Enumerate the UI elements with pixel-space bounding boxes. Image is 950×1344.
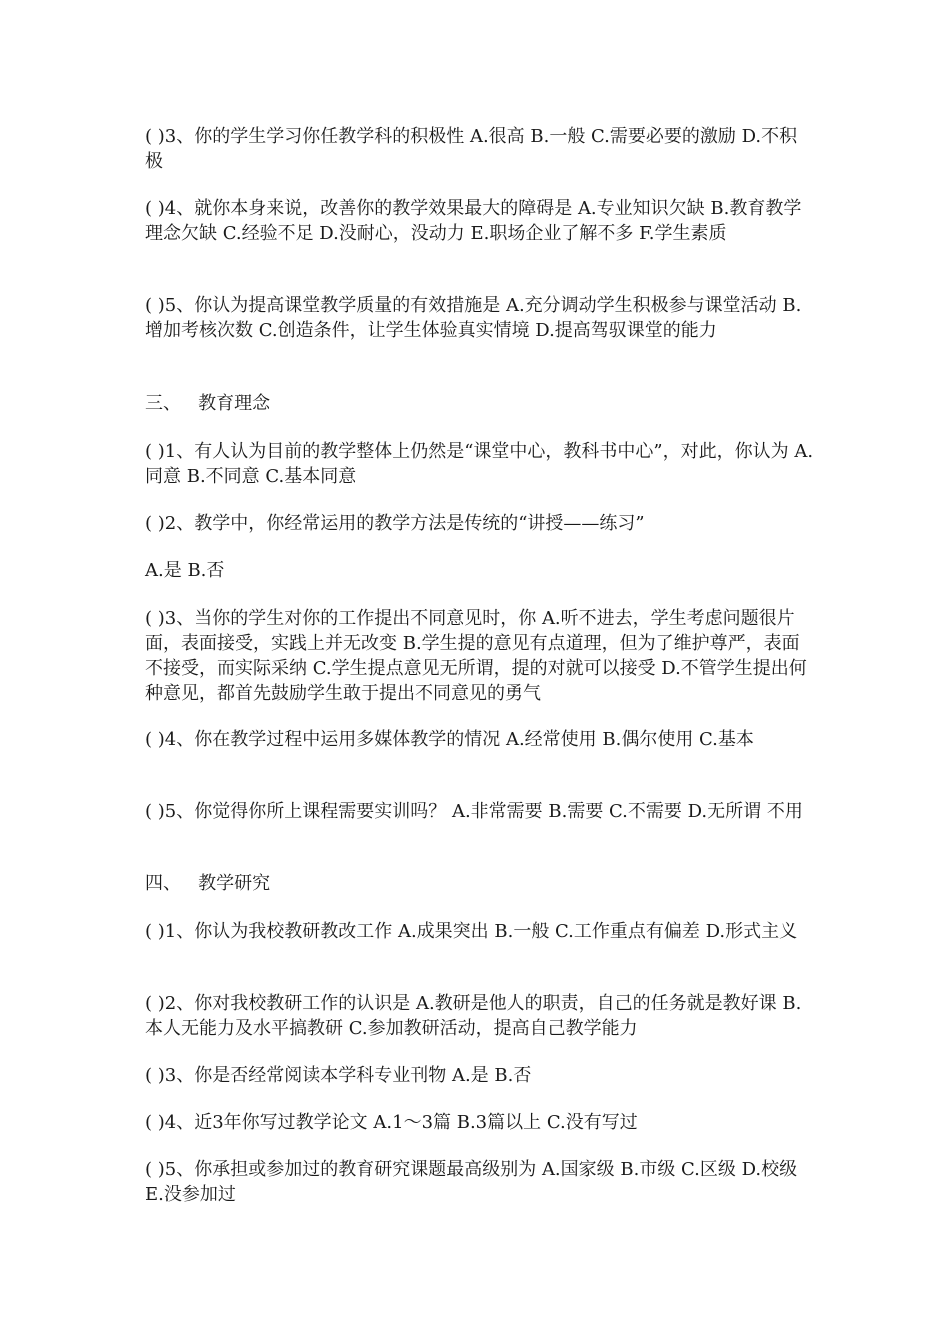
question-student-feedback: ( )3、当你的学生对你的工作提出不同意见时，你 A.听不进去，学生考虑问题很片面，表面接受，实践上并无改变 B.学生提的意见有点道理，但为了维护尊严，表面不接受，而实际采纳 C.学生提点意见无所谓，提的对就可以接受 D.不管学生提出何种意见，都首先鼓励学生敢于提出不同意见的勇气 <box>145 608 807 704</box>
question-research-reform: ( )1、你认为我校教研教改工作 A.成果突出 B.一般 C.工作重点有偏差 D.形式主义 <box>145 921 798 942</box>
question-papers: ( )4、近3年你写过教学论文 A.1～3篇 B.3篇以上 C.没有写过 <box>145 1112 638 1133</box>
question-teaching-method: ( )2、教学中，你经常运用的教学方法是传统的“讲授——练习” <box>145 513 645 534</box>
question-engagement: ( )3、你的学生学习你任教学科的积极性 A.很高 B.一般 C.需要必要的激励 D.不积极 <box>145 126 798 172</box>
question-journals: ( )3、你是否经常阅读本学科专业刊物 A.是 B.否 <box>145 1065 532 1086</box>
question-multimedia: ( )4、你在教学过程中运用多媒体教学的情况 A.经常使用 B.偶尔使用 C.基本 <box>145 729 754 750</box>
question-quality-measures: ( )5、你认为提高课堂教学质量的有效措施是 A.充分调动学生积极参与课堂活动 B.增加考核次数 C.创造条件，让学生体验真实情境 D.提高驾驭课堂的能力 <box>145 295 802 341</box>
question-obstacles: ( )4、就你本身来说，改善你的教学效果最大的障碍是 A.专业知识欠缺 B.教育教学理念欠缺 C.经验不足 D.没耐心，没动力 E.职场企业了解不多 F.学生素质 <box>145 198 802 244</box>
question-classroom-center: ( )1、有人认为目前的教学整体上仍然是“课堂中心，教科书中心”，对此，你认为 A.同意 B.不同意 C.基本同意 <box>145 441 814 487</box>
question-research-projects: ( )5、你承担或参加过的教育研究课题最高级别为 A.国家级 B.市级 C.区级 D.校级 E.没参加过 <box>145 1159 798 1205</box>
question-practical-training: ( )5、你觉得你所上课程需要实训吗？ A.非常需要 B.需要 C.不需要 D.无所谓 不用 <box>145 801 803 822</box>
section-heading-philosophy: 三、 教育理念 <box>145 393 271 414</box>
question-research-view: ( )2、你对我校教研工作的认识是 A.教研是他人的职责，自己的任务就是教好课 B.本人无能力及水平搞教研 C.参加教研活动，提高自己教学能力 <box>145 993 802 1039</box>
question-teaching-method-options: A.是 B.否 <box>145 560 225 581</box>
section-heading-research: 四、 教学研究 <box>145 873 271 894</box>
